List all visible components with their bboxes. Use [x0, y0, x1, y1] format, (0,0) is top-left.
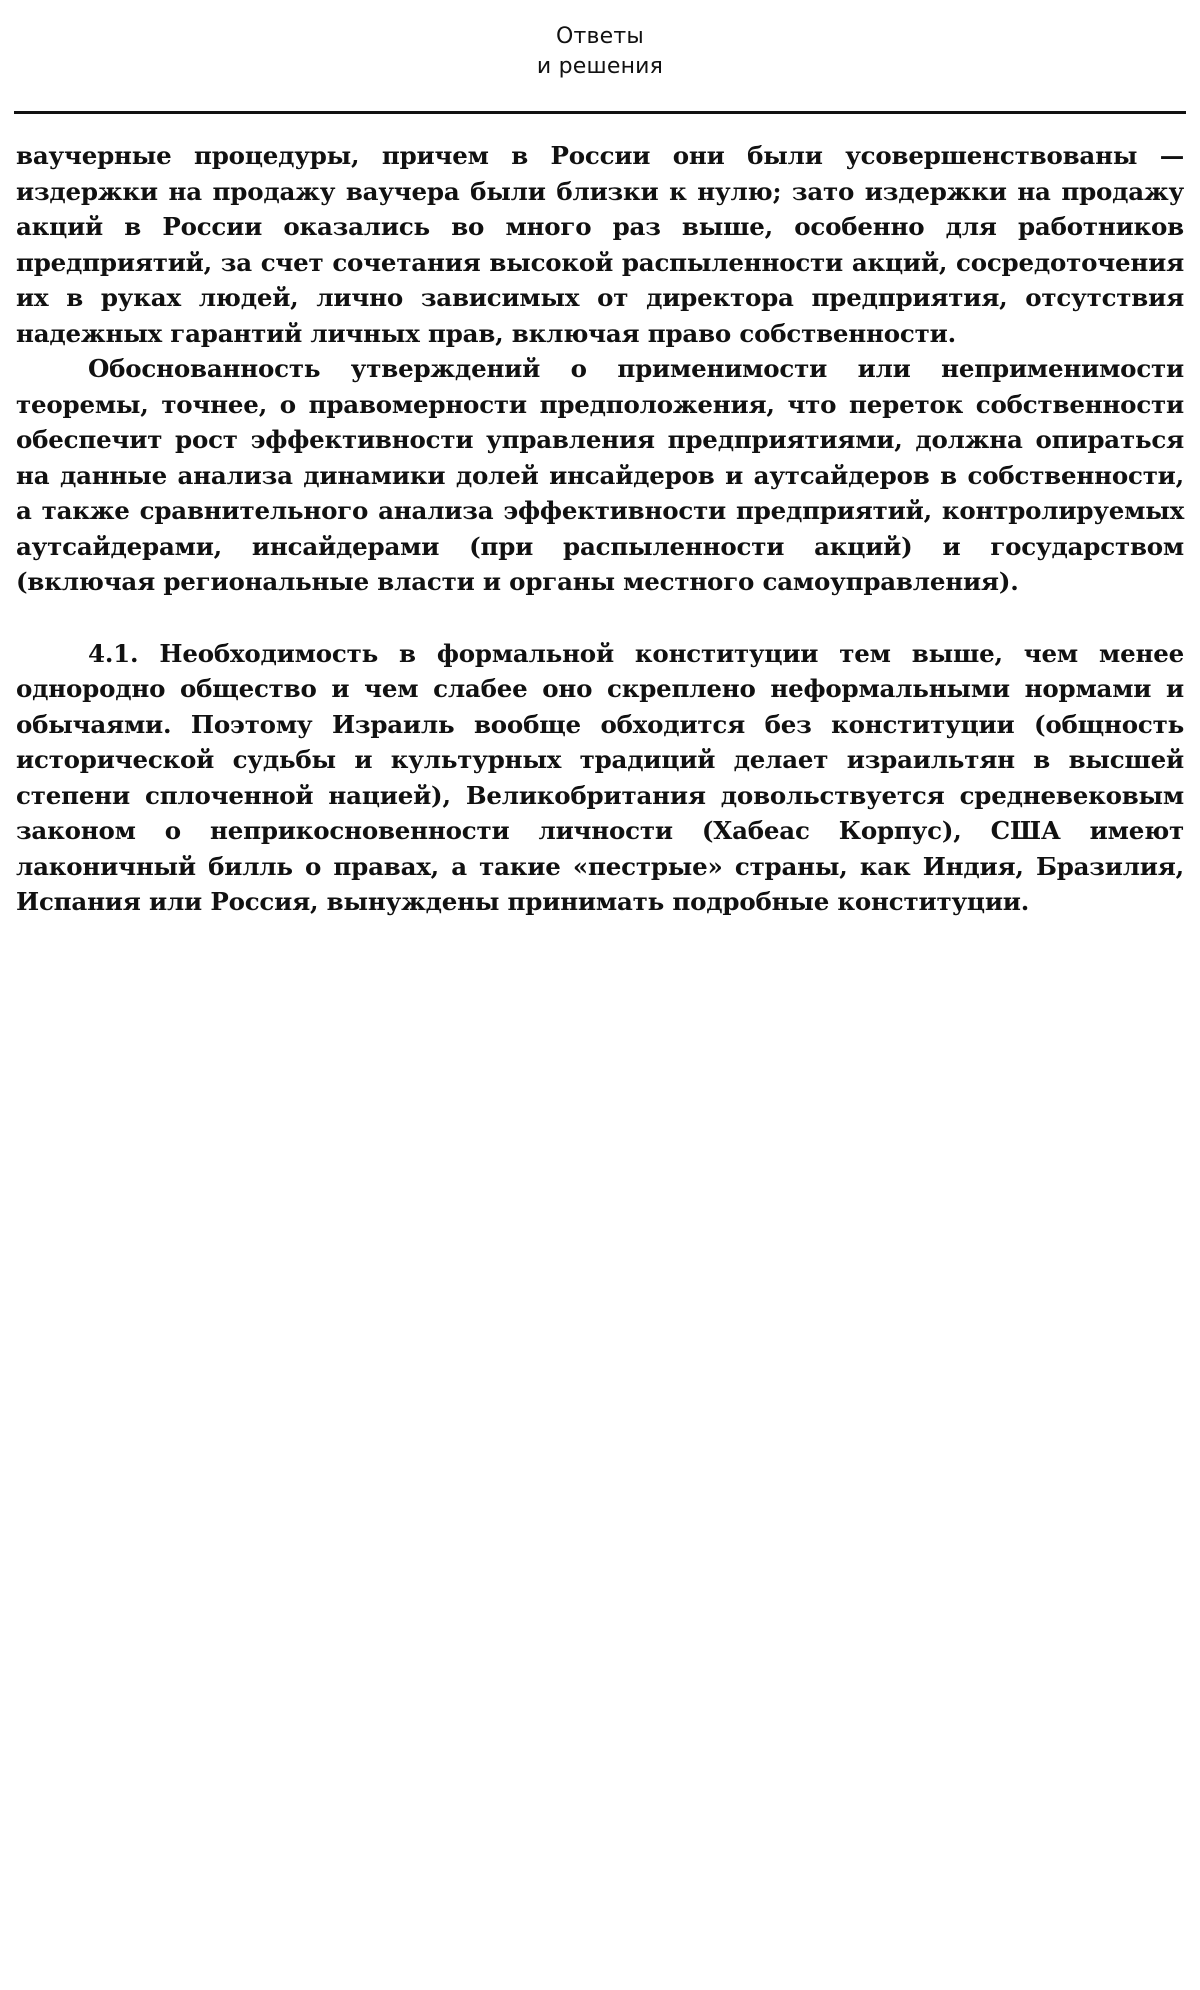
- paragraph-theorem: Обоснованность утверждений о применимости или неприменимости теоремы, точнее, о правомерности предположения, что переток собственности обеспечит рост эффективности управления предприятиями, должна опираться на данные анализа динамики долей инсайдеров и аутсайдеров в собственности, а также сравнительного анализа эффективности предприятий, контролируемых аутсайдерами, инсайдерами (при распыленности акций) и государством (включая региональные власти и органы местного самоуправления).: [16, 354, 1184, 596]
- answer-text: . Необходимость в формальной конституции тем выше, чем менее однородно общество и чем слабее оно скреплено неформальными нормами и обычаями. Поэтому Израиль вообще обходится без конституции (общность исторической судьбы и культурных традиций делает израильтян в высшей степени сплоченной нацией), Великобритания довольствуется средневековым законом о неприкосновенности личности (Хабеас Корпус), США имеют лаконичный билль о правах, а такие «пестрые» страны, как Индия, Бразилия, Испания или Россия, вынуждены принимать подробные конституции.: [16, 638, 1184, 916]
- running-head-line-2: и решения: [536, 54, 664, 79]
- paragraph-continuation: ваучерные процедуры, причем в России они были усовершенствованы — издержки на продажу ваучера были близки к нулю; зато издержки на продажу акций в России оказались во много раз выше, особенно для работников предприятий, за счет сочетания высокой распыленности акций, сосредоточения их в руках людей, лично зависимых от директора предприятия, отсутствия надежных гарантий личных прав, включая право собственности.: [16, 141, 1184, 348]
- header-rule: [14, 111, 1186, 114]
- running-head-line-1: Ответы: [555, 24, 645, 49]
- answer-number: 4.1: [88, 638, 131, 668]
- page-body: [16, 138, 1184, 920]
- running-head: [0, 22, 1200, 82]
- paragraph-answer-4-1: [16, 636, 1184, 920]
